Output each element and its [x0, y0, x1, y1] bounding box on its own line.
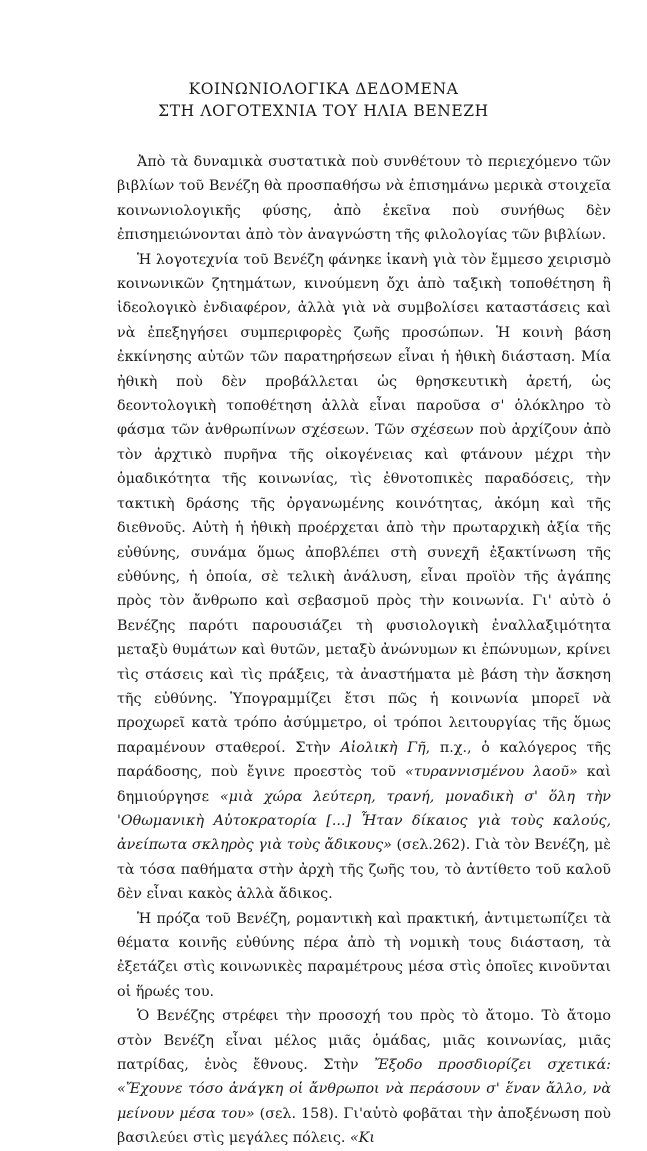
- book-title-exodos: Ἔξοδο προσδιορίζει σχετικά:: [374, 1057, 611, 1074]
- paragraph-2-text-b: , π.χ., ὁ καλόγερος τῆς παράδοσης, ποὺ ἔγινε προεστὸς τοῦ: [117, 739, 611, 781]
- title-line-2: ΣΤΗ ΛΟΓΟΤΕΧΝΙΑ ΤΟΥ ΗΛΙΑ ΒΕΝΕΖΗ: [158, 102, 489, 120]
- paragraph-4: [117, 1004, 611, 1150]
- book-title-aioliki-gi: Αἰολικὴ Γῆ: [340, 739, 426, 756]
- quote-ki: «Κι: [349, 1130, 375, 1147]
- paragraph-2-text-c: καὶ δημιούργησε: [117, 764, 611, 805]
- title-line-1: ΚΟΙΝΩΝΙΟΛΟΓΙΚΑ ΔΕΔΟΜΕΝΑ: [188, 80, 459, 98]
- paragraph-2: [117, 248, 611, 907]
- paragraph-2-text-a: Ἡ λογοτεχνία τοῦ Βενέζη φάνηκε ἱκανὴ γιὰ τὸν ἔμμεσο χειρισμὸ κοινωνικῶν ζητημάτων, κινούμενη ὄχι ἀπὸ ταξικὴ τοποθέτηση ἢ ἰδεολογικὸ ἐνδιαφέρον, ἀλλὰ γιὰ νὰ συμβολίσει καταστάσεις καὶ νὰ ἐπεξηγήσει συμπεριφορὲς ζωῆς προσώπων. Ἡ κοινὴ βάση ἐκκίνησης αὐτῶν τῶν παρατηρήσεων εἶναι ἡ ἠθικὴ διάσταση. Μία ἠθικὴ ποὺ δὲν προβάλλεται ὡς θρησκευτικὴ ἀρετή, ὡς δεοντολογικὴ τοποθέτηση ἀλλὰ εἶναι παροῦσα σ' ὁλόκληρο τὸ φάσμα τῶν ἀνθρωπίνων σχέσεων. Τῶν σχέσεων ποὺ ἀρχίζουν ἀπὸ τὸν ἀρχτικὸ πυρῆνα τῆς οἰκογένειας καὶ φτάνουν μέχρι τὴν ὁμαδικότητα τῆς κοινωνίας, τὶς ἐθνοτοπικὲς παραδόσεις, τὴν τακτικὴ δράσης τῆς ὀργανωμένης κοινότητας, ἀκόμη καὶ τῆς διεθνοῦς. Αὐτὴ ἡ ἠθικὴ προέρχεται ἀπὸ τὴν πρωταρχικὴ ἀξία τῆς εὐθύνης, συνάμα ὅμως ἀποβλέπει στὴ συνεχῆ ἐξακτίνωση τῆς εὐθύνης, ἡ ὁποία, σὲ τελικὴ ἀνάλυση, εἶναι προϊὸν τῆς ἀγάπης πρὸς τὸν ἄνθρωπο καὶ σεβασμοῦ πρὸς τὴν κοινωνία. Γι' αὐτὸ ὁ Βενέζης παρότι παρουσιάζει τὴ φυσιολογικὴ ἐναλλαξιμότητα μεταξὺ θυμάτων καὶ θυτῶν, μεταξὺ ἀνώνυμων κι ἐπώνυμων, κρίνει τὶς στάσεις καὶ τὶς πράξεις, τὰ ἀναστήματα μὲ βάση τὴν ἄσκηση τῆς εὐθύνης. Ὑπογραμμίζει ἔτσι πῶς ἡ κοινωνία μπορεῖ νὰ προχωρεῖ κατὰ τρόπο ἀσύμμετρο, οἱ τρόποι λειτουργίας τῆς ὅμως παραμένουν σταθεροί. Στὴν: [117, 251, 611, 756]
- paragraph-3: Ἡ πρόζα τοῦ Βενέζη, ρομαντικὴ καὶ πρακτική, ἀντιμετωπίζει τὰ θέματα κοινῆς εὐθύνης πέρα ἀπὸ τὴ νομικὴ τους διάσταση, τὰ ἐξετάζει στὶς κοινωνικὲς παραμέτρους μέσα στὶς ὁποῖες κινοῦνται οἱ ἥρωές του.: [117, 910, 611, 1000]
- chapter-title: [0, 78, 647, 122]
- paragraph-4-text-a: Ὁ Βενέζης στρέφει τὴν προσοχή του πρὸς τὸ ἄτομο. Τὸ ἄτομο στὸν Βενέζη εἶναι μέλος μιᾶς ὁμάδας, μιᾶς κοινωνίας, μιᾶς πατρίδας, ἑνὸς ἔθνους. Στὴν: [117, 1008, 611, 1074]
- paragraph-4-text-c: (σελ. 158). Γι'αὐτὸ φοβᾶται τὴν ἀποξένωση ποὺ βασιλεύει στὶς μεγάλες πόλεις.: [117, 1105, 611, 1147]
- quote-mia-chora: «μιὰ χώρα λεύτερη, τρανή, μοναδικὴ σ' ὅλη τὴν 'Οθωμανικὴ Αὐτοκρατορία [...] Ἦταν δίκαιος γιὰ τοὺς καλούς, ἀνείπωτα σκληρὸς γιὰ τοὺς ἄδικους»: [117, 788, 611, 854]
- body-text: [117, 150, 611, 1151]
- quote-echoune-toso: «Ἔχουνε τόσο ἀνάγκη οἱ ἄνθρωποι νὰ περάσουν σ' ἕναν ἄλλο, νὰ μείνουν μέσα του»: [117, 1081, 611, 1122]
- paragraph-2-text-d: (σελ.262). Γιὰ τὸν Βενέζη, μὲ τὰ τόσα παθήματα στὴν ἀρχὴ τῆς ζωῆς του, τὸ ἀντίθετο τοῦ καλοῦ δὲν εἶναι κακὸς ἀλλὰ ἄδικος.: [117, 837, 611, 903]
- paragraph-1: Ἀπὸ τὰ δυναμικὰ συστατικὰ ποὺ συνθέτουν τὸ περιεχόμενο τῶν βιβλίων τοῦ Βενέζη θὰ προσπαθήσω νὰ ἐπισημάνω μερικὰ στοιχεῖα κοινωνιολογικῆς φύσης, ἀπὸ ἐκεῖνα ποὺ συνήθως δὲν ἐπισημειώνονται ἀπὸ τὸν ἀναγνώστη τῆς φιλολογίας τῶν βιβλίων.: [117, 154, 611, 244]
- quote-tyrannismenou-laou: «τυραννισμένου λαοῦ»: [404, 764, 578, 781]
